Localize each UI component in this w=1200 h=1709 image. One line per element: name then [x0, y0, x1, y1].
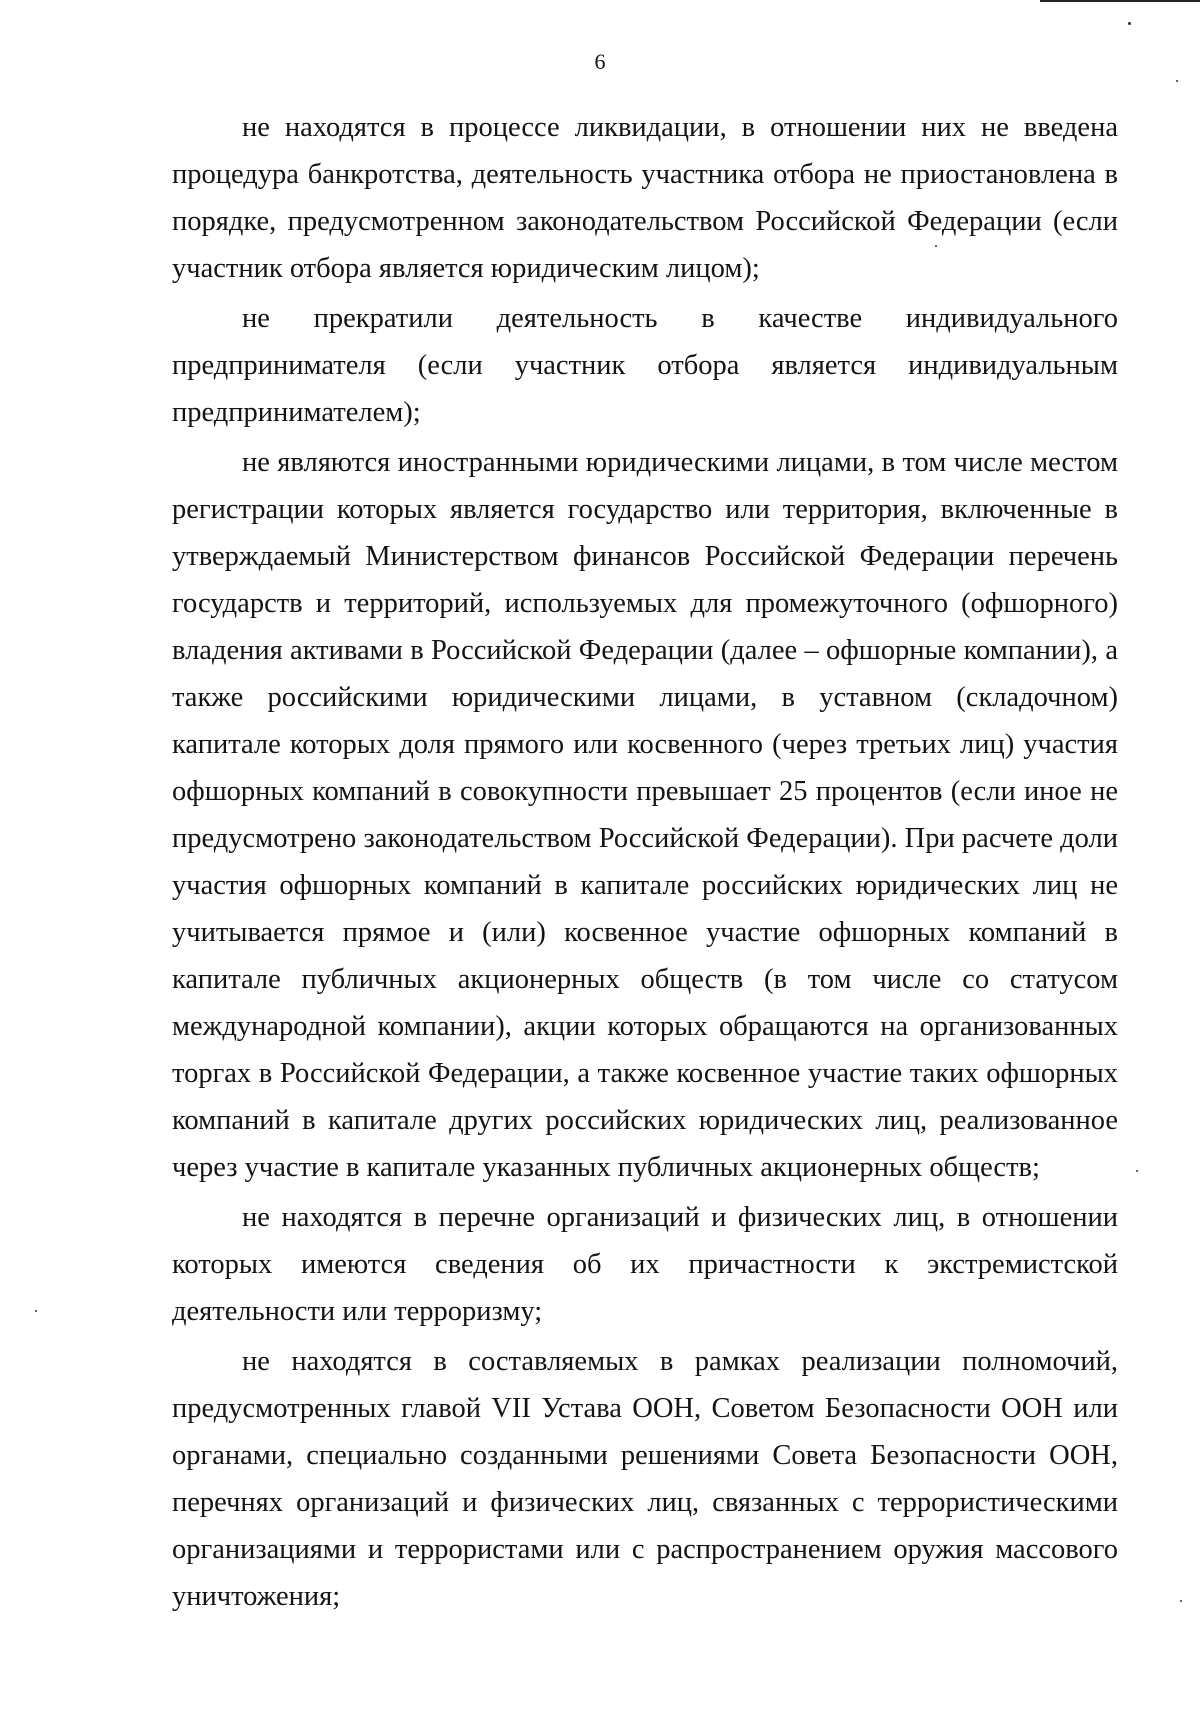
paragraph-liquidation-status: не находятся в процессе ликвидации, в отношении них не введена процедура банкротства, деятельность участника отбора не приостановлена в порядке, предусмотренном законодательством Российской Федерации (если участник отбора является юридическим лицом); [172, 112, 1118, 284]
scan-speck [1176, 80, 1178, 82]
scan-speck [1136, 1170, 1138, 1172]
paragraph-entrepreneur-status: не прекратили деятельность в качестве индивидуального предпринимателя (если участник отбора является индивидуальным предпринимателем); [172, 303, 1118, 428]
page-number: 6 [594, 49, 606, 74]
scan-edge-line [1040, 0, 1200, 2]
paragraph-extremism-list: не находятся в перечне организаций и физических лиц, в отношении которых имеются сведения об их причастности к экстремистской деятельности или терроризму; [172, 1202, 1118, 1327]
paragraph-offshore-companies: не являются иностранными юридическими лицами, в том числе местом регистрации которых является государство или территория, включенные в утверждаемый Министерством финансов Российской Федерации перечень государств и территорий, используемых для промежуточного (офшорного) владения активами в Российской Федерации (далее – офшорные компании), а также российскими юридическими лицами, в уставном (складочном) капитале которых доля прямого или косвенного (через третьих лиц) участия офшорных компаний в совокупности превышает 25 процентов (если иное не предусмотрено законодательством Российской Федерации). При расчете доли участия офшорных компаний в капитале российских юридических лиц не учитывается прямое и (или) косвенное участие офшорных компаний в капитале публичных акционерных обществ (в том числе со статусом международной компании), акции которых обращаются на организованных торгах в Российской Федерации, а также косвенное участие таких офшорных компаний в капитале других российских юридических лиц, реализованное через участие в капитале указанных публичных акционерных обществ; [172, 447, 1118, 1183]
document-body [172, 104, 1118, 1623]
paragraph-un-sanctions-list: не находятся в составляемых в рамках реализации полномочий, предусмотренных главой VII Устава ООН, Советом Безопасности ООН или органами, специально созданными решениями Совета Безопасности ООН, перечнях организаций и физических лиц, связанных с террористическими организациями и террористами или с распространением оружия массового уничтожения; [172, 1346, 1118, 1612]
scan-speck [1128, 22, 1131, 25]
scan-speck [1180, 1600, 1182, 1602]
scan-speck [35, 1310, 37, 1312]
